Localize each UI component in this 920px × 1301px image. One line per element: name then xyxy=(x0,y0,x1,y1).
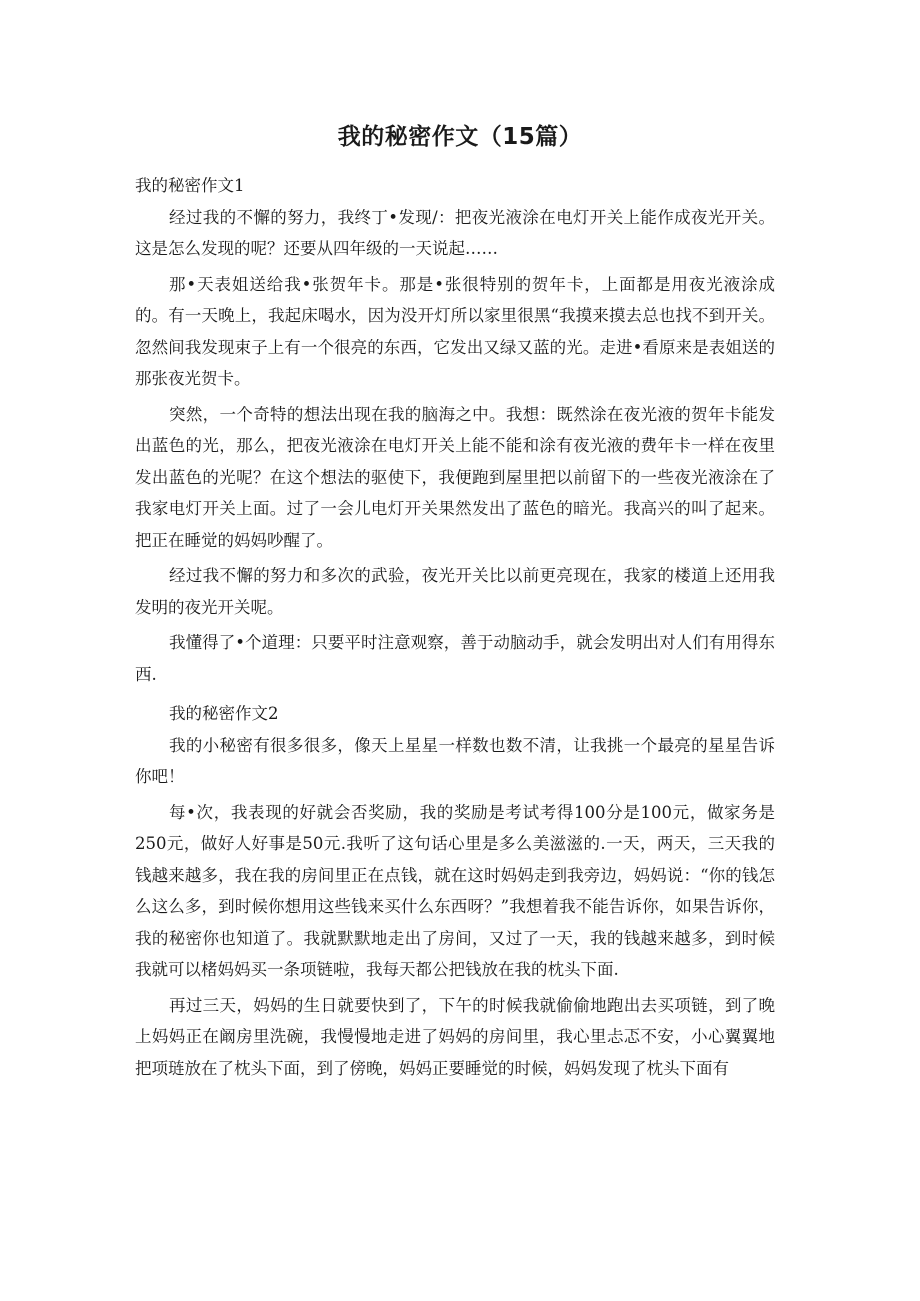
paragraph: 再过三天，妈妈的生日就要快到了，下午的时候我就偷偷地跑出去买项链，到了晚上妈妈正在阚房里洗碗，我慢慢地走进了妈妈的房间里，我心里忐忑不安，小心翼翼地把项琏放在了枕头下面，到了傍晚，妈妈正要睡觉的时候，妈妈发现了枕头下面有 xyxy=(135,995,775,1078)
paragraph: 每•次，我表现的好就会否奖励，我的奖励是考试考得100分是100元，做家务是250元，做好人好事是50元.我听了这句话心里是多么美滋滋的.一天，两天，三天我的钱越来越多，我在我的房间里正在点钱，就在这时妈妈走到我旁边，妈妈说：“你的钱怎么这么多，到时候你想用这些钱来买什么东西呀？”我想着我不能告诉你，如果告诉你，我的秘密你也知道了。我就默默地走出了房间，又过了一天，我的钱越来越多，到时候我就可以楮妈妈买一条项链啦，我每天都公把钱放在我的枕头下面. xyxy=(135,802,775,979)
paragraph: 经过我的不懈的努力，我终丁•发现/：把夜光液涂在电灯开关上能作成夜光开关。这是怎么发现的呢？还要从四年级的一天说起…… xyxy=(135,207,775,258)
paragraph: 我的小秘密有很多很多，像天上星星一样数也数不清，让我挑一个最亮的星星告诉你吧！ xyxy=(135,735,775,786)
paragraph: 突然，一个奇特的想法出现在我的脑海之中。我想：既然涂在夜光液的贺年卡能发出蓝色的光，那么，把夜光液涂在电灯开关上能不能和涂有夜光液的费年卡一样在夜里发出蓝色的光呢？在这个想法的驱使下，我便跑到屋里把以前留下的一些夜光液涂在了我家电灯开关上面。过了一会儿电灯开关果然发出了蓝色的暗光。我高兴的叫了起来。把正在睡觉的妈妈吵醒了。 xyxy=(135,404,775,550)
section-heading-2: 我的秘密作文2 xyxy=(169,704,279,723)
document-title: 我的秘密作文（15篇） xyxy=(337,124,583,150)
section-heading-1: 我的秘密作文1 xyxy=(135,176,245,195)
paragraph: 经过我不懈的努力和多次的武验，夜光开关比以前更亮现在，我家的楼道上还用我发明的夜光开关呢。 xyxy=(135,566,775,617)
document-body xyxy=(135,170,775,1084)
paragraph: 那•天表姐送给我•张贺年卡。那是•张很特别的贺年卡，上面都是用夜光液涂成的。有一天晚上，我起床喝水，因为没开灯所以家里很黑“我摸来摸去总也找不到开关。忽然间我发现束子上有一个很亮的东西，它发出又绿又蓝的光。走进•看原来是表姐送的那张夜光贺卡。 xyxy=(135,274,775,388)
paragraph: 我懂得了•个道理：只要平时注意观察，善于动脑动手，就会发明出对人们有用得东西. xyxy=(135,633,775,684)
